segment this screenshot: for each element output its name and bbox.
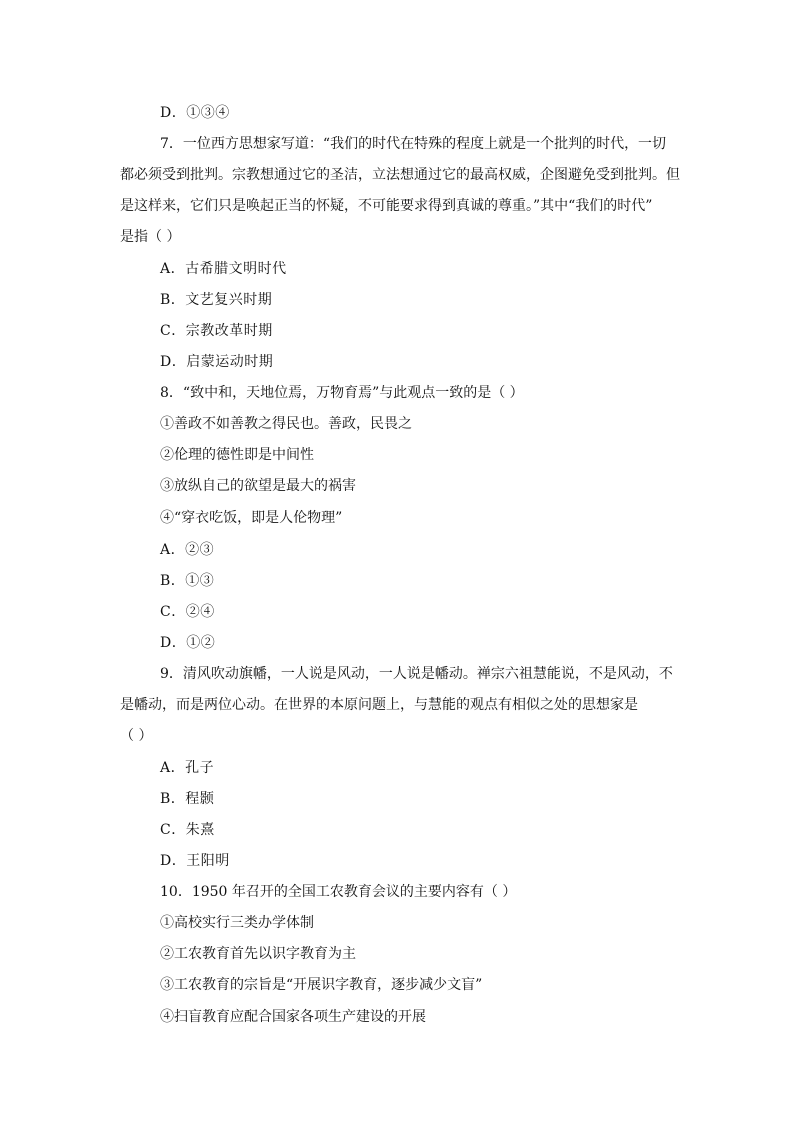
q8-statement-2: ②伦理的德性即是中间性: [160, 447, 314, 463]
q9-option-b: B．程颢: [160, 791, 215, 807]
q8-option-b: B．①③: [160, 573, 215, 589]
q8-option-a: A．②③: [160, 542, 215, 558]
q10-statement-3: ③工农教育的宗旨是“开展识字教育，逐步减少文盲”: [160, 977, 483, 993]
q8-statement-3: ③放纵自己的欲望是最大的祸害: [160, 478, 356, 494]
q7-option-a: A．古希腊文明时代: [160, 261, 287, 277]
q7-stem-line-3: 是这样来，它们只是唤起正当的怀疑，不可能要求得到真诚的尊重。”其中“我们的时代”: [120, 198, 653, 214]
q9-stem-line-3: （ ）: [120, 728, 153, 744]
q9-stem-line-2: 是幡动，而是两位心动。在世界的本原问题上，与慧能的观点有相似之处的思想家是: [120, 697, 638, 713]
q9-stem-line-1: 9．清风吹动旗幡，一人说是风动，一人说是幡动。禅宗六祖慧能说，不是风动，不: [160, 666, 673, 682]
q7-option-c: C．宗教改革时期: [160, 323, 273, 339]
q7-stem-line-4: 是指（ ）: [120, 229, 181, 245]
q9-option-d: D．王阳明: [160, 853, 230, 869]
q9-option-c: C．朱熹: [160, 822, 215, 838]
q10-statement-1: ①高校实行三类办学体制: [160, 915, 314, 931]
q7-option-d: D．启蒙运动时期: [160, 354, 274, 370]
q7-stem-line-2: 都必须受到批判。宗教想通过它的圣洁，立法想通过它的最高权威，企图避免受到批判。但: [120, 167, 680, 183]
q8-option-d: D．①②: [160, 635, 216, 651]
q8-statement-4: ④“穿衣吃饭，即是人伦物理”: [160, 510, 343, 526]
q10-statement-4: ④扫盲教育应配合国家各项生产建设的开展: [160, 1009, 426, 1025]
q8-option-c: C．②④: [160, 604, 215, 620]
q6-option-d: D．①③④: [160, 105, 230, 121]
q7-stem-line-1: 7．一位西方思想家写道：“我们的时代在特殊的程度上就是一个批判的时代，一切: [160, 136, 667, 152]
q8-stem: 8．“致中和，天地位焉，万物育焉”与此观点一致的是（ ）: [160, 385, 524, 401]
q7-option-b: B．文艺复兴时期: [160, 292, 273, 308]
q10-stem: 10．1950 年召开的全国工农教育会议的主要内容有（ ）: [160, 884, 517, 900]
q8-statement-1: ①善政不如善教之得民也。善政，民畏之: [160, 416, 412, 432]
q10-statement-2: ②工农教育首先以识字教育为主: [160, 946, 356, 962]
q9-option-a: A．孔子: [160, 760, 215, 776]
